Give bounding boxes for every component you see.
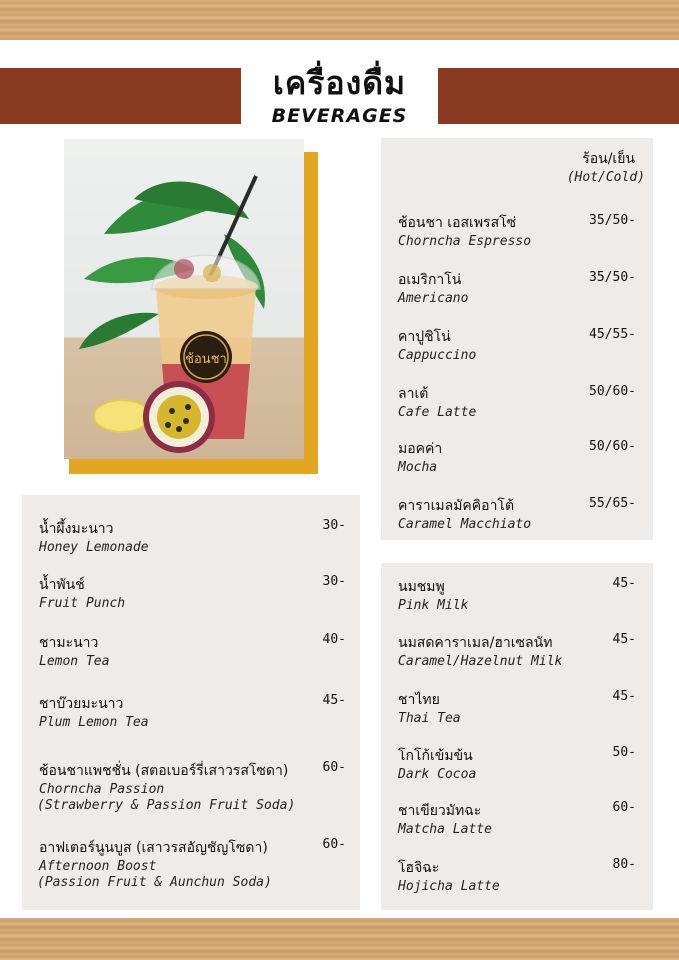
menu-item [398,576,468,614]
item-name-english: Cappuccino [398,348,477,363]
drink-photo [64,139,304,459]
item-price: 45- [612,689,636,704]
item-price: 60- [612,800,636,815]
menu-item [39,518,149,556]
item-name-thai: นมสดคาราเมล/ฮาเซลนัท [398,635,553,651]
item-name-english: Americano [398,291,469,306]
item-price: 80- [612,857,636,872]
menu-item [398,745,476,783]
item-name-thai: อาฟเตอร์นูนบูส (เสาวรสอัญชัญโซดา) [39,840,268,856]
menu-item [39,574,125,612]
item-name-english: Dark Cocoa [398,767,477,782]
header-band-left [0,68,241,124]
item-description-english: (Strawberry & Passion Fruit Soda) [37,798,296,813]
menu-title-thai: เครื่องดื่ม [272,64,407,102]
item-price: 35/50- [589,270,636,285]
item-price: 40- [322,632,346,647]
item-name-english: Lemon Tea [39,654,110,669]
item-name-thai: ชามะนาว [39,635,99,651]
item-name-thai: คาราเมลมัคคิอาโต้ [398,498,515,514]
menu-item [398,857,500,895]
item-name-english: Plum Lemon Tea [39,715,149,730]
item-name-thai: มอคค่า [398,441,443,457]
item-price: 50- [612,745,636,760]
menu-item [39,837,272,891]
item-price: 50/60- [589,384,636,399]
hot-cold-header-english: (Hot/Cold) [566,170,645,185]
menu-item [398,438,442,476]
menu-item [398,383,476,421]
hot-cold-header-thai: ร้อน/เย็น [582,151,635,167]
item-price: 35/50- [589,213,636,228]
item-price: 45/55- [589,327,636,342]
menu-title-english: BEVERAGES [271,105,408,127]
passion-soda-illustration [64,139,304,459]
item-price: 60- [322,760,346,775]
item-name-english: Hojicha Latte [398,879,500,894]
menu-item [398,495,531,533]
item-price: 45- [612,632,636,647]
item-price: 60- [322,837,346,852]
item-name-english: Thai Tea [398,711,461,726]
menu-item [398,632,562,670]
wood-border-top [0,0,679,40]
item-name-thai: น้ำพันช์ [39,577,85,593]
item-name-thai: นมชมพู [398,579,445,595]
item-name-english: Honey Lemonade [39,540,149,555]
item-name-thai: ชาไทย [398,692,440,708]
wood-border-bottom [0,918,679,960]
item-name-english: Chorncha Espresso [398,234,532,249]
item-name-english: Chorncha Passion [39,782,165,797]
item-name-english: Caramel/Hazelnut Milk [398,654,563,669]
menu-item [398,689,461,727]
item-name-english: Pink Milk [398,598,469,613]
item-price: 45- [322,693,346,708]
item-description-english: (Passion Fruit & Aunchun Soda) [37,875,272,890]
item-name-thai: ช้อนชาแพชชั่น (สตอเบอร์รี่เสาวรสโซดา) [39,763,289,779]
item-name-thai: ชาเขียวมัทฉะ [398,803,482,819]
item-name-english: Afternoon Boost [39,859,157,874]
menu-item [398,269,468,307]
item-name-thai: โฮจิฉะ [398,860,440,876]
item-name-thai: คาปูชิโน่ [398,329,451,345]
menu-item [39,632,109,670]
menu-item [398,212,531,250]
item-price: 55/65- [589,496,636,511]
item-name-thai: อเมริกาโน่ [398,272,462,288]
item-name-thai: ชาบ๊วยมะนาว [39,696,124,712]
header-band-right [438,68,679,124]
menu-item [398,326,476,364]
menu-item [39,693,149,731]
menu-item [398,800,492,838]
item-name-thai: โกโก้เข้มข้น [398,748,473,764]
item-price: 45- [612,576,636,591]
item-name-thai: น้ำผึ้งมะนาว [39,521,114,537]
item-price: 50/60- [589,439,636,454]
cup-logo-text: ช้อนชา [185,352,227,367]
item-name-english: Matcha Latte [398,822,492,837]
item-name-english: Mocha [398,460,438,475]
item-name-thai: ช้อนชา เอสเพรสโซ่ [398,215,517,231]
item-price: 30- [322,518,346,533]
menu-item [39,760,295,814]
item-name-english: Fruit Punch [39,596,126,611]
item-name-english: Caramel Macchiato [398,517,532,532]
item-price: 30- [322,574,346,589]
item-name-english: Cafe Latte [398,405,477,420]
item-name-thai: ลาเต้ [398,386,429,402]
